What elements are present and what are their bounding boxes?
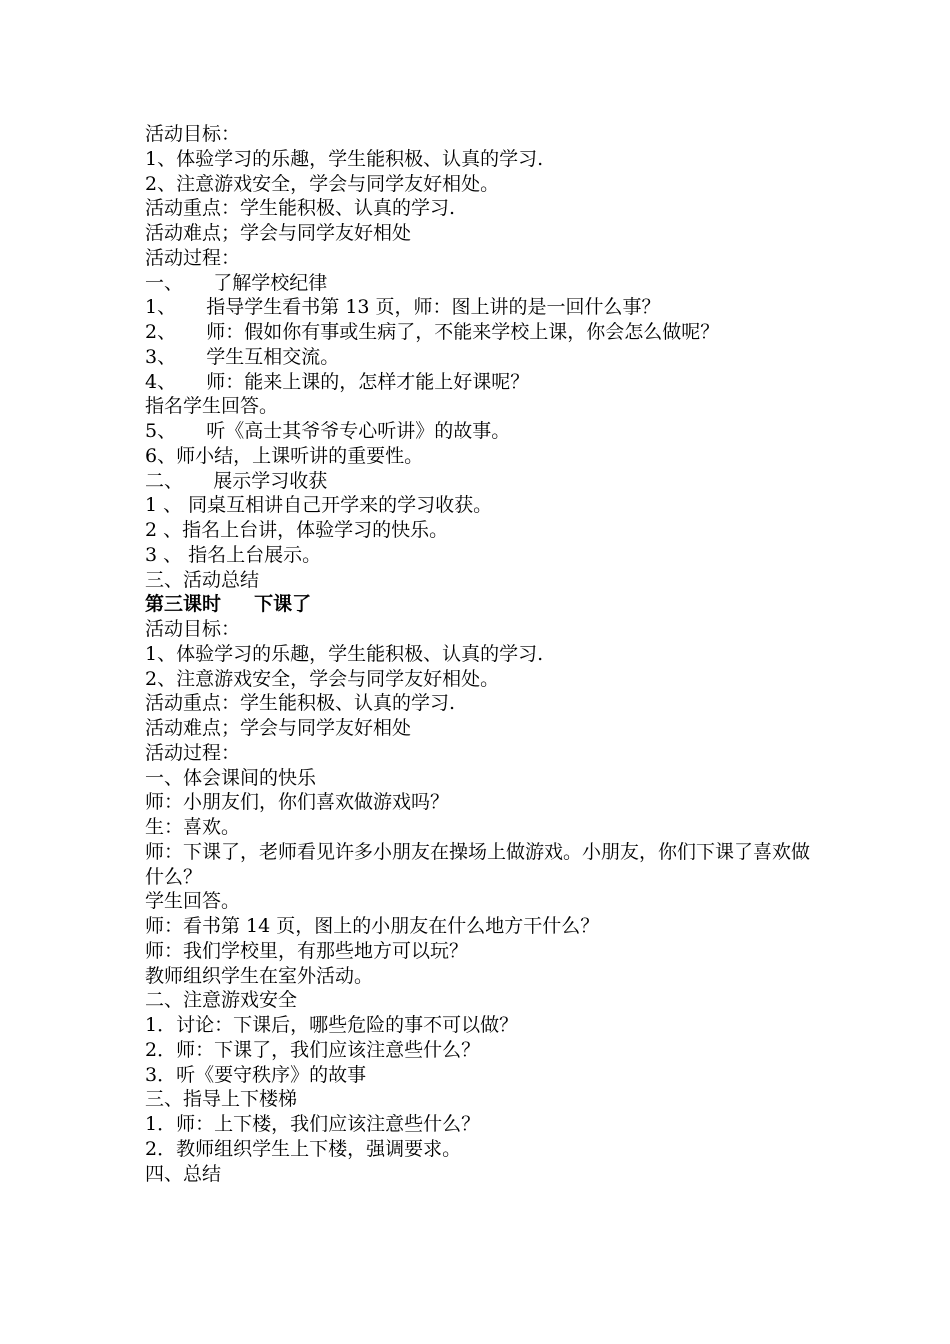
text-line: 三、活动总结	[145, 568, 260, 591]
text-line: 3、 学生互相交流。	[145, 345, 340, 368]
text-line: 三、指导上下楼梯	[145, 1088, 298, 1111]
text-line: 活动过程：	[145, 246, 241, 269]
text-line: 活动难点；学会与同学友好相处	[145, 222, 412, 244]
text-line: 一、体会课间的快乐	[145, 766, 317, 789]
text-line: 1、体验学习的乐趣，学生能积极、认真的学习.	[145, 147, 544, 170]
text-line: 1 、 同桌互相讲自己开学来的学习收获。	[145, 494, 493, 517]
text-line: 3．听《要守秩序》的故事	[145, 1063, 367, 1086]
text-line: 活动过程：	[145, 741, 241, 764]
text-line: 师：下课了，老师看见许多小朋友在操场上做游戏。小朋友，你们下课了喜欢做什么？	[145, 840, 811, 888]
text-line: 活动难点；学会与同学友好相处	[145, 717, 412, 739]
text-line: 1、 指导学生看书第 13 页，师：图上讲的是一回什么事？	[145, 296, 661, 319]
text-line: 活动重点：学生能积极、认真的学习.	[145, 197, 456, 220]
text-line: 2、注意游戏安全，学会与同学友好相处。	[145, 172, 500, 195]
text-line: 指名学生回答。	[145, 395, 279, 418]
text-line: 5、 听《高士其爷爷专心听讲》的故事。	[145, 420, 511, 442]
text-line: 一、 了解学校纪律	[145, 271, 328, 294]
text-line: 1．讨论：下课后，哪些危险的事不可以做？	[145, 1014, 519, 1036]
section-heading: 第三课时 下课了	[145, 593, 312, 616]
text-line: 3 、 指名上台展示。	[145, 543, 322, 566]
text-line: 学生回答。	[145, 890, 241, 913]
text-line: 4、 师：能来上课的，怎样才能上好课呢？	[145, 370, 530, 393]
text-line: 教师组织学生在室外活动。	[145, 964, 374, 987]
text-line: 师：看书第 14 页，图上的小朋友在什么地方干什么？	[145, 915, 600, 937]
text-line: 师：我们学校里，有那些地方可以玩？	[145, 939, 469, 962]
document-body	[145, 122, 825, 1186]
text-line: 1．师：上下楼，我们应该注意些什么？	[145, 1113, 481, 1135]
text-line: 2 、指名上台讲，体验学习的快乐。	[145, 519, 449, 541]
text-line: 6、师小结，上课听讲的重要性。	[145, 444, 424, 467]
text-line: 二、 展示学习收获	[145, 469, 328, 492]
text-line: 2．师：下课了，我们应该注意些什么？	[145, 1038, 481, 1061]
text-line: 2、注意游戏安全，学会与同学友好相处。	[145, 667, 500, 690]
text-line: 四、总结	[145, 1162, 222, 1185]
text-line: 1、体验学习的乐趣，学生能积极、认真的学习.	[145, 642, 544, 665]
text-line: 师：小朋友们，你们喜欢做游戏吗？	[145, 791, 450, 814]
text-line: 活动重点：学生能积极、认真的学习.	[145, 692, 456, 715]
text-line: 活动目标：	[145, 618, 241, 640]
text-line: 2．教师组织学生上下楼，强调要求。	[145, 1137, 462, 1160]
text-line: 生：喜欢。	[145, 816, 241, 838]
text-line: 二、注意游戏安全	[145, 989, 298, 1012]
text-line: 2、 师：假如你有事或生病了，不能来学校上课，你会怎么做呢？	[145, 321, 720, 343]
text-line: 活动目标：	[145, 123, 241, 145]
